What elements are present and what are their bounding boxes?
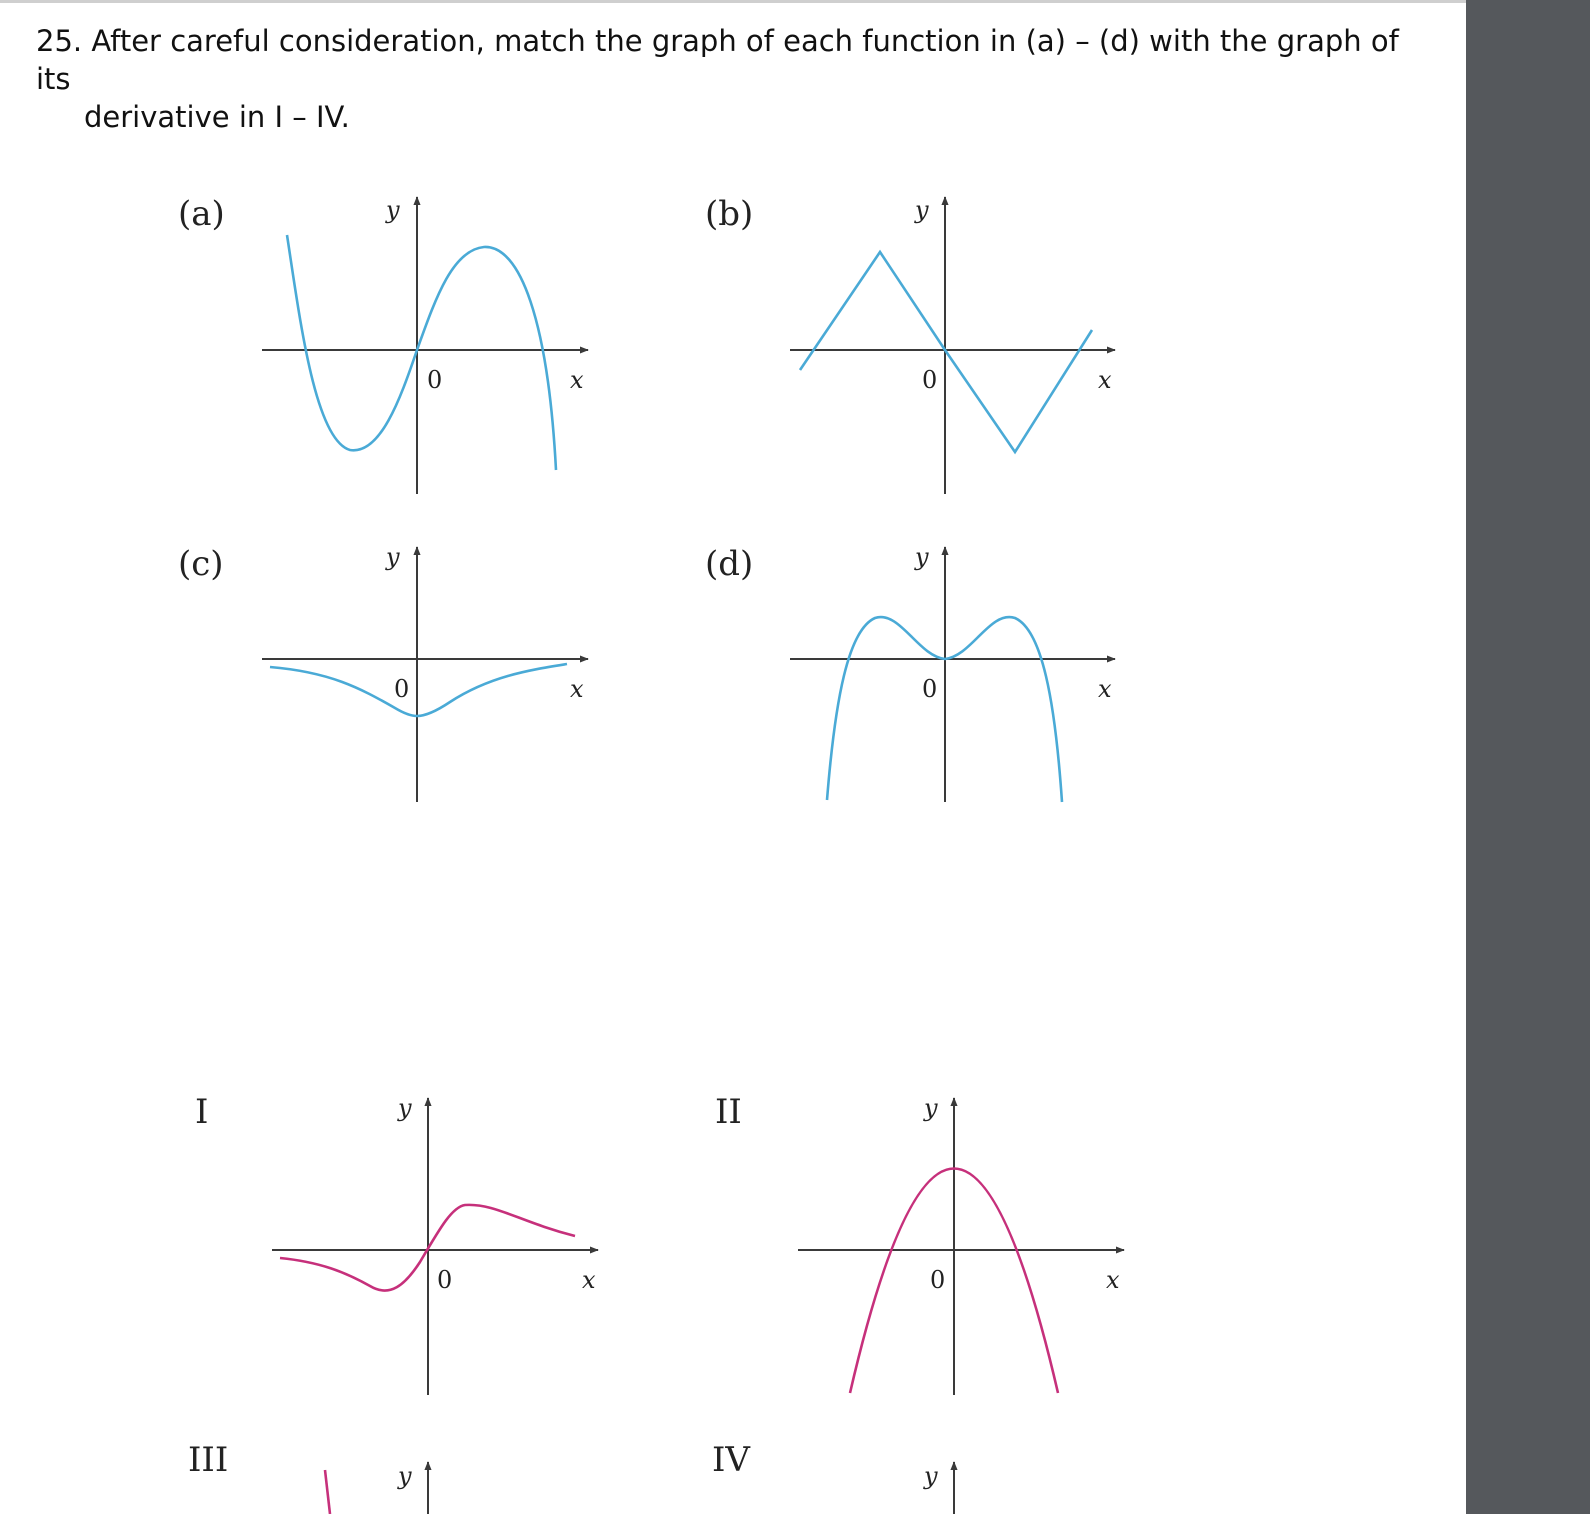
graph-III-y-label: y bbox=[398, 1462, 412, 1490]
panel-label-IV: IV bbox=[712, 1440, 750, 1480]
graph-d bbox=[790, 543, 1115, 802]
panel-label-III: III bbox=[188, 1440, 229, 1480]
graph-I bbox=[272, 1094, 598, 1395]
panel-label-d: (d) bbox=[705, 544, 754, 584]
graph-c-y-label: y bbox=[386, 543, 400, 571]
graph-c-curve bbox=[270, 664, 567, 716]
graph-a bbox=[262, 196, 588, 494]
panel-label-b: (b) bbox=[705, 194, 754, 234]
graph-IV bbox=[923, 1462, 954, 1514]
graph-b-y-label: y bbox=[915, 196, 929, 224]
graph-c-x-label: x bbox=[570, 675, 584, 703]
graph-II-x-label: x bbox=[1106, 1266, 1120, 1294]
graph-b-x-label: x bbox=[1098, 366, 1112, 394]
panel-label-I: I bbox=[195, 1092, 209, 1132]
viewer-sidebar bbox=[1466, 0, 1590, 1514]
panel-label-II: II bbox=[715, 1092, 742, 1132]
graph-a-y-label: y bbox=[386, 196, 400, 224]
graph-III-curve bbox=[325, 1470, 330, 1514]
question-number: 25. bbox=[36, 24, 83, 58]
graph-c bbox=[262, 543, 588, 802]
panel-label-a: (a) bbox=[178, 194, 225, 234]
graph-b-origin: 0 bbox=[922, 366, 938, 394]
question-line-2: derivative in I – IV. bbox=[84, 100, 350, 134]
graph-a-origin: 0 bbox=[427, 366, 443, 394]
graph-II-y-label: y bbox=[924, 1094, 938, 1122]
graph-III bbox=[325, 1462, 428, 1514]
graph-d-origin: 0 bbox=[922, 675, 938, 703]
graph-d-x-label: x bbox=[1098, 675, 1112, 703]
graph-II-origin: 0 bbox=[930, 1266, 946, 1294]
graph-d-y-label: y bbox=[915, 543, 929, 571]
graph-IV-y-label: y bbox=[924, 1462, 938, 1490]
panel-label-c: (c) bbox=[178, 544, 224, 584]
question-line-1: After careful consideration, match the graph of each function in (a) – (d) with the graph of its bbox=[36, 24, 1399, 96]
graph-a-curve bbox=[287, 235, 556, 470]
graph-b bbox=[790, 196, 1115, 494]
graph-II bbox=[798, 1094, 1124, 1395]
graph-I-origin: 0 bbox=[437, 1266, 453, 1294]
graph-c-origin: 0 bbox=[394, 675, 410, 703]
graph-I-y-label: y bbox=[398, 1094, 412, 1122]
graph-a-x-label: x bbox=[570, 366, 584, 394]
graph-I-x-label: x bbox=[582, 1266, 596, 1294]
